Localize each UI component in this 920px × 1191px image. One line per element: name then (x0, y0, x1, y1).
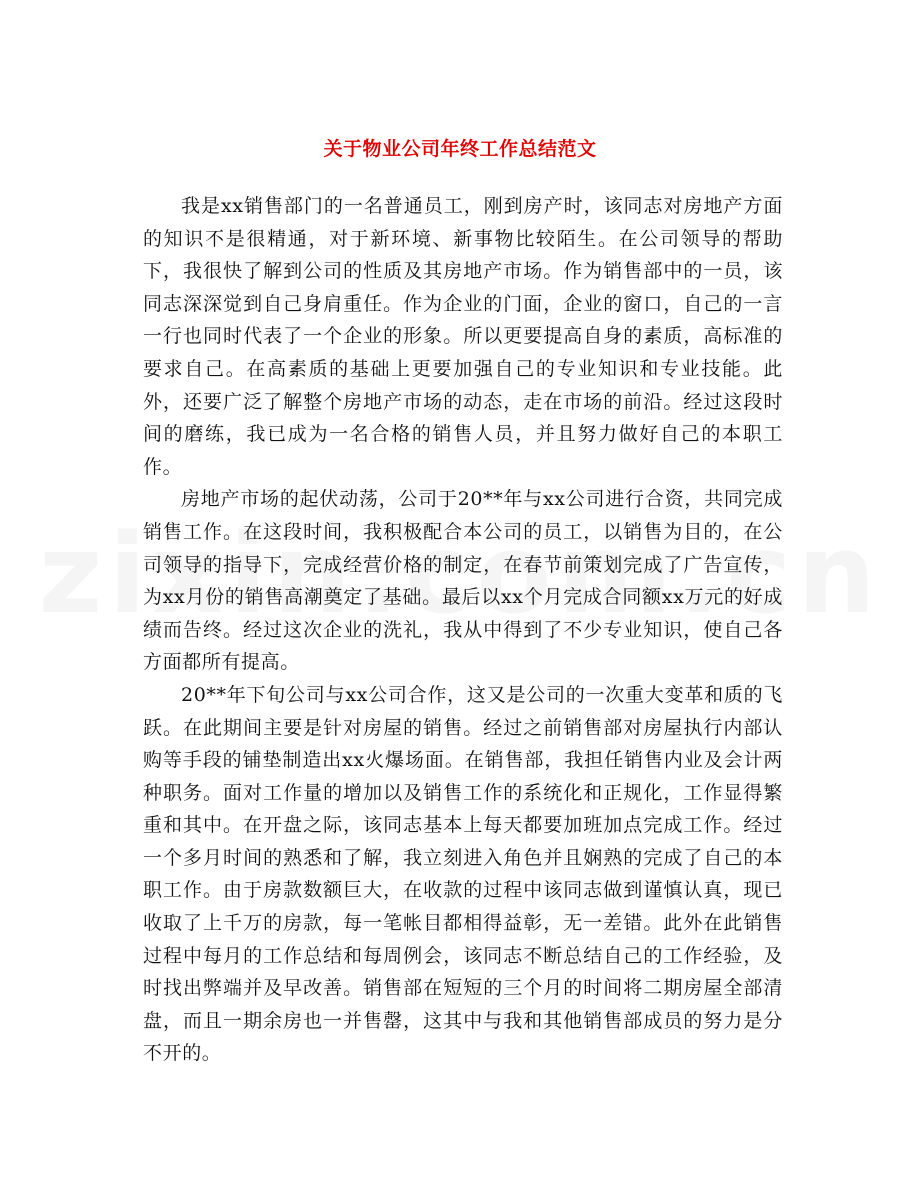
paragraph-3: 20**年下旬公司与xx公司合作，这又是公司的一次重大变革和质的飞跃。在此期间主要是针对房屋的销售。经过之前销售部对房屋执行内部认购等手段的铺垫制造出xx火爆场面。在销售部，我担任销售内业及会计两种职务。面对工作量的增加以及销售工作的系统化和正规化，工作显得繁重和其中。在开盘之际，该同志基本上每天都要加班加点完成工作。经过一个多月时间的熟悉和了解，我立刻进入角色并且娴熟的完成了自己的本职工作。由于房款数额巨大，在收款的过程中该同志做到谨慎认真，现已收取了上千万的房款，每一笔帐目都相得益彰，无一差错。此外在此销售过程中每月的工作总结和每周例会，该同志不断总结自己的工作经验，及时找出弊端并及早改善。销售部在短短的三个月的时间将二期房屋全部清盘，而且一期余房也一并售罄，这其中与我和其他销售部成员的努力是分不开的。 (143, 683, 783, 1065)
document-title: 关于物业公司年终工作总结范文 (323, 137, 597, 160)
paragraph-1: 我是xx销售部门的一名普通员工，刚到房产时，该同志对房地产方面的知识不是很精通，对于新环境、新事物比较陌生。在公司领导的帮助下，我很快了解到公司的性质及其房地产市场。作为销售部中的一员，该同志深深觉到自己身肩重任。作为企业的门面，企业的窗口，自己的一言一行也同时代表了一个企业的形象。所以更要提高自身的素质，高标准的要求自己。在高素质的基础上更要加强自己的专业知识和专业技能。此外，还要广泛了解整个房地产市场的动态，走在市场的前沿。经过这段时间的磨练，我已成为一名合格的销售人员，并且努力做好自己的本职工作。 (143, 195, 783, 478)
paragraph-2: 房地产市场的起伏动荡，公司于20**年与xx公司进行合资，共同完成销售工作。在这段时间，我积极配合本公司的员工，以销售为目的，在公司领导的指导下，完成经营价格的制定，在春节前策划完成了广告宣传，为xx月份的销售高潮奠定了基础。最后以xx个月完成合同额xx万元的好成绩而告终。经过这次企业的洗礼，我从中得到了不少专业知识，使自己各方面都所有提高。 (143, 488, 783, 674)
document-body (143, 190, 783, 1070)
